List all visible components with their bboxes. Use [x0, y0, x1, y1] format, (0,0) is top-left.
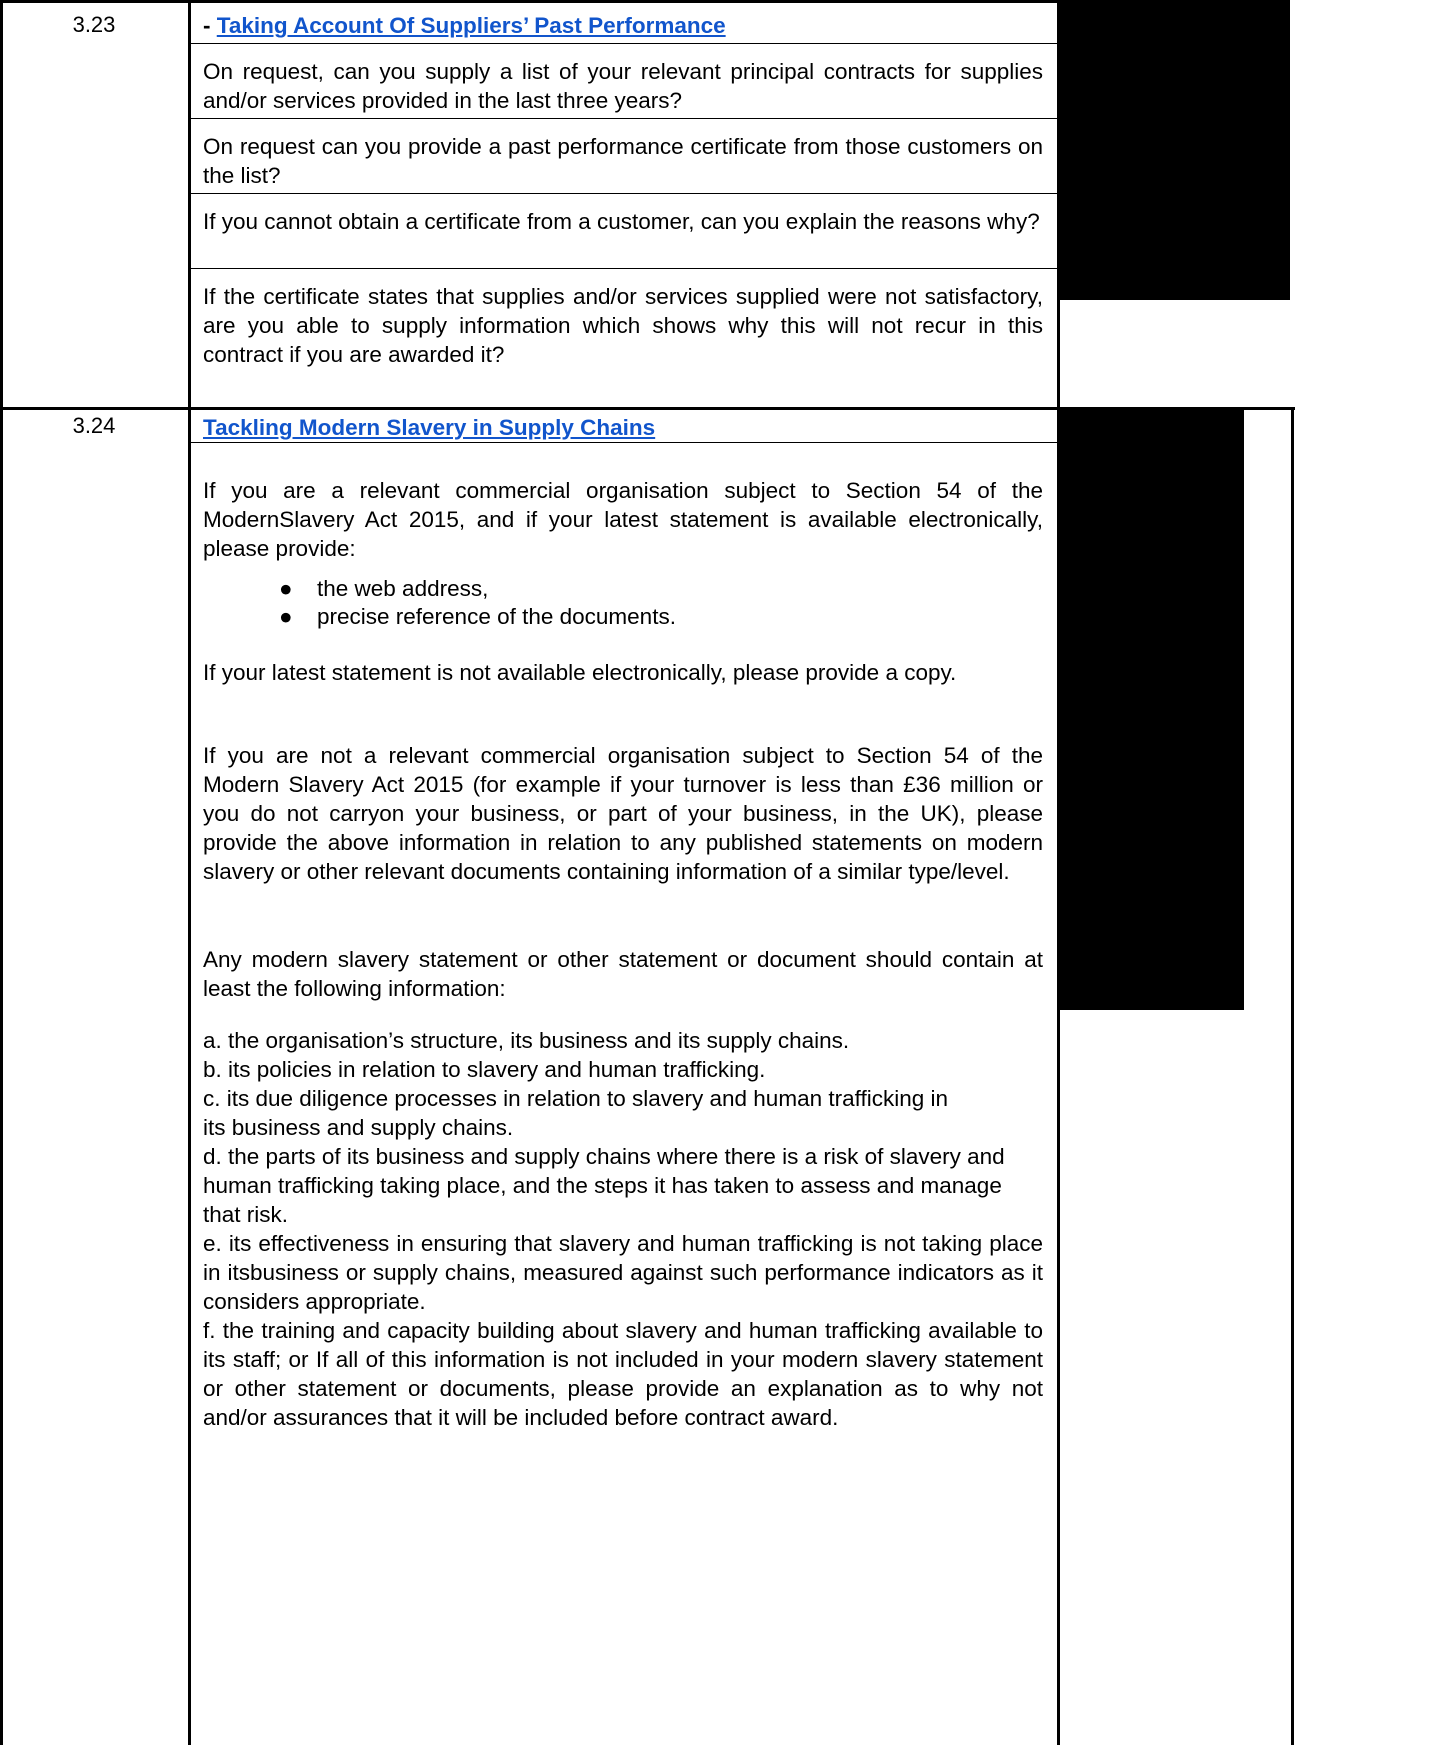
heading-link[interactable]: Taking Account Of Suppliers’ Past Performance [216, 13, 726, 38]
row-separator [191, 442, 1057, 443]
row-separator [191, 193, 1057, 194]
row-separator [191, 43, 1057, 44]
paragraph: Any modern slavery statement or other statement or document should contain at least the following information: [203, 947, 1043, 1001]
table-right-border [1291, 407, 1294, 1745]
heading-prefix: - [203, 13, 217, 38]
paragraph: If your latest statement is not available electronically, please provide a copy. [203, 660, 957, 685]
info-item: a. the organisation’s structure, its business and its supply chains. [203, 1028, 850, 1053]
list-item [279, 575, 1019, 603]
redaction-block [1060, 0, 1290, 300]
heading-link[interactable]: Tackling Modern Slavery in Supply Chains [203, 415, 656, 440]
redaction-block [1057, 410, 1244, 1010]
paragraph: On request, can you supply a list of your relevant principal contracts for supplies and/or services provided in the last three years? [203, 59, 1043, 113]
table-top-border [0, 0, 1060, 3]
list-item-label: precise reference of the documents. [317, 604, 676, 629]
column-divider [188, 0, 191, 1745]
table-left-border [0, 0, 3, 1745]
info-item: f. the training and capacity building about slavery and human trafficking available to its staff; or If all of this information is not included in your modern slavery statement or other statement or documents, please provide an explanation as to why not and/or assurances that it will be included before contract award. [203, 1318, 1043, 1430]
row-separator [191, 118, 1057, 119]
paragraph: If the certificate states that supplies and/or services supplied were not satisfactory, are you able to supply information which shows why this will not recur in this contract if you are awarded it? [203, 284, 1043, 367]
bullet-icon: ● [279, 604, 293, 629]
paragraph: On request can you provide a past performance certificate from those customers on the list? [203, 134, 1043, 188]
intro-paragraph: If you are a relevant commercial organisation subject to Section 54 of the ModernSlavery Act 2015, and if your latest statement is available electronically, please provide: [203, 478, 1043, 561]
list-item-label: the web address, [317, 576, 489, 601]
section-heading [203, 413, 1043, 442]
info-item: b. its policies in relation to slavery and human trafficking. [203, 1057, 766, 1082]
info-item: e. its effectiveness in ensuring that slavery and human trafficking is not taking place in itsbusiness or supply chains, measured against such performance indicators as it considers appropriate. [203, 1231, 1043, 1314]
bullet-icon: ● [279, 576, 293, 601]
section-heading [203, 11, 1043, 40]
list-item [279, 603, 1019, 631]
bullet-list [279, 575, 1019, 631]
row-separator [191, 268, 1057, 269]
paragraph: If you are not a relevant commercial organisation subject to Section 54 of the Modern Slavery Act 2015 (for example if your turnover is less than £36 million or you do not carryon your business, or part of your business, in the UK), please provide the above information in relation to any published statements on modern slavery or other relevant documents containing information of a similar type/level. [203, 743, 1043, 884]
row-number: 3.23 [72, 12, 116, 37]
row-number: 3.24 [72, 413, 116, 438]
info-item: c. its due diligence processes in relation to slavery and human trafficking in its business and supply chains. [203, 1086, 948, 1140]
info-item: d. the parts of its business and supply chains where there is a risk of slavery and human trafficking taking place, and the steps it has taken to assess and manage that risk. [203, 1144, 1005, 1227]
paragraph: If you cannot obtain a certificate from a customer, can you explain the reasons why? [203, 209, 1040, 234]
